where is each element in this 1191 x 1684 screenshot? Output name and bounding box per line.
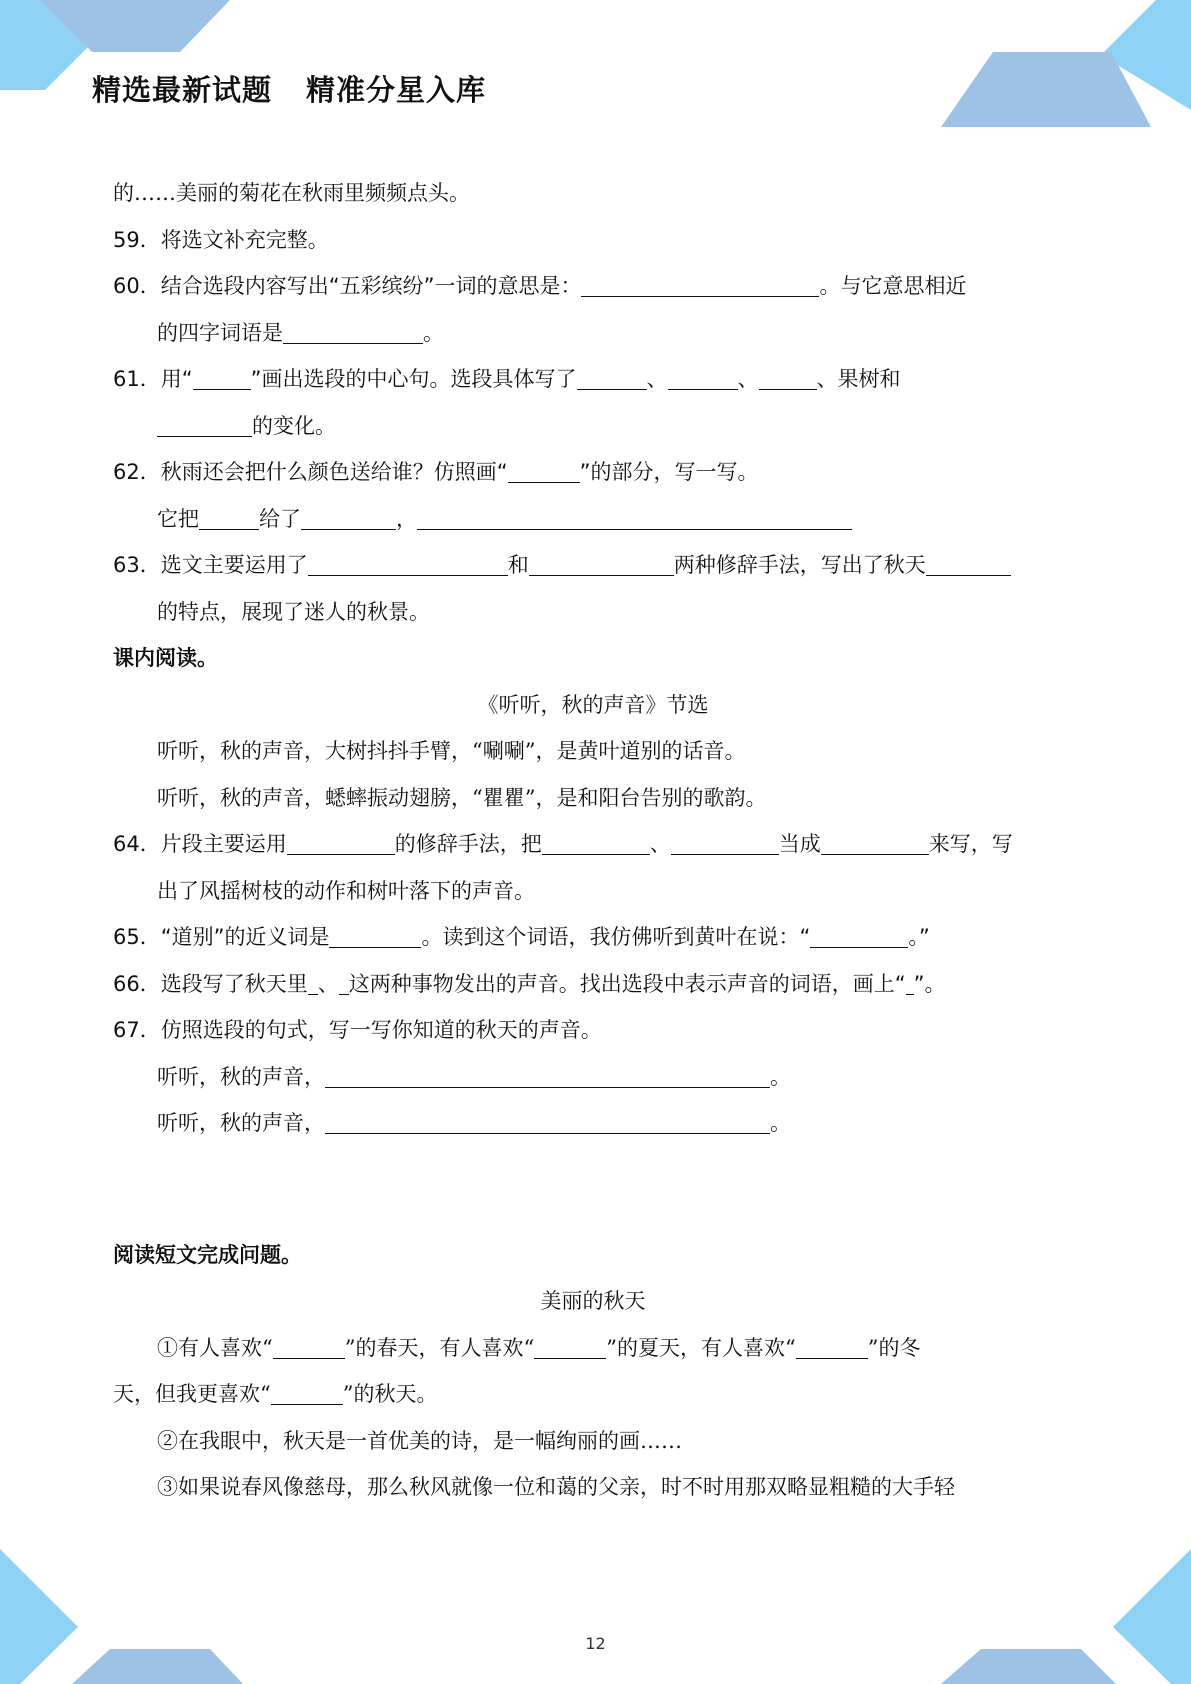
q67-lead: 听听，秋的声音， <box>157 1111 325 1135</box>
answer-blank[interactable] <box>199 505 259 530</box>
question-64-cont: 出了风摇树枝的动作和树叶落下的声音。 <box>157 878 535 903</box>
answer-blank[interactable] <box>577 365 647 390</box>
question-63-cont: 的特点，展现了迷人的秋景。 <box>157 599 430 624</box>
answer-blank[interactable] <box>508 458 580 483</box>
passage-tail-line: 的……美丽的菊花在秋雨里频频点头。 <box>113 181 470 205</box>
passage-paragraph-3: ③如果说春风像慈母，那么秋风就像一位和蔼的父亲，时不时用那双略显粗糙的大手轻 <box>157 1475 955 1499</box>
q61-text-a: 61．用“ <box>113 367 193 391</box>
answer-blank[interactable] <box>325 1109 770 1134</box>
header-title-left: 精选最新试题 <box>92 73 273 107</box>
answer-blank[interactable] <box>534 1334 606 1359</box>
bottom-right-decoration <box>941 1549 1191 1684</box>
question-64 <box>113 821 1073 868</box>
answer-blank[interactable] <box>821 830 929 855</box>
q64-text-a: 64．片段主要运用 <box>113 832 287 856</box>
p1-text-b: ”的春天，有人喜欢“ <box>344 1335 535 1360</box>
answer-blank[interactable] <box>301 505 396 530</box>
q62-text-e: ， <box>396 506 417 531</box>
passage-paragraph-2: 听听，秋的声音，蟋蟀振动翅膀，“瞿瞿”，是和阳台告别的歌韵。 <box>157 785 767 810</box>
q67-lead: 听听，秋的声音， <box>157 1064 325 1089</box>
q61-sep: 、 <box>737 367 759 391</box>
answer-blank[interactable] <box>308 970 318 995</box>
passage-paragraph-1-cont <box>113 1371 1073 1418</box>
q62-text-b: ”的部分，写一写。 <box>579 460 759 484</box>
q64-text-b: 的修辞手法，把 <box>394 832 542 856</box>
q67-end: 。 <box>770 1064 791 1089</box>
q65-text-b: 。读到这个词语，我仿佛听到黄叶在说：“ <box>421 925 811 949</box>
answer-blank[interactable] <box>157 412 252 437</box>
q66-text-c: 这两种事物发出的声音。找出选段中表示声音的词语，画上“ <box>348 971 906 996</box>
answer-blank[interactable] <box>339 970 349 995</box>
section-spacer <box>113 1147 1073 1232</box>
answer-blank[interactable] <box>325 1063 770 1088</box>
answer-blank[interactable] <box>287 830 395 855</box>
question-59: 59．将选文补充完整。 <box>113 227 329 252</box>
answer-blank[interactable] <box>671 830 779 855</box>
q64-text-d: 来写，写 <box>928 832 1013 856</box>
passage-title-autumn-sound: 《听听，秋的声音》节选 <box>477 692 709 717</box>
answer-blank[interactable] <box>542 830 650 855</box>
answer-blank[interactable] <box>193 365 251 390</box>
q65-text-a: 65．“道别”的近义词是 <box>113 925 330 949</box>
answer-blank[interactable] <box>796 1334 868 1359</box>
question-60-cont <box>113 310 1073 357</box>
p1-text-e: 天，但我更喜欢“ <box>113 1382 271 1406</box>
answer-blank[interactable] <box>668 365 738 390</box>
q61-text-b: ”画出选段的中心句。选段具体写了 <box>250 367 577 391</box>
question-61-cont <box>113 403 1073 450</box>
bottom-left-decoration <box>0 1549 250 1684</box>
answer-blank[interactable] <box>283 319 423 344</box>
answer-blank[interactable] <box>271 1380 343 1405</box>
question-67-line-2 <box>113 1100 1073 1147</box>
q64-text-c: 当成 <box>778 832 821 856</box>
q62-text-a: 62．秋雨还会把什么颜色送给谁？仿照画“ <box>113 460 508 484</box>
p1-text-a: ①有人喜欢“ <box>157 1335 273 1360</box>
passage-paragraph-1 <box>113 1325 1073 1372</box>
answer-blank[interactable] <box>906 970 914 995</box>
question-65 <box>113 914 1073 961</box>
section-heading-short-reading: 阅读短文完成问题。 <box>113 1242 302 1267</box>
top-left-decoration <box>0 0 240 130</box>
answer-blank[interactable] <box>759 365 817 390</box>
passage-paragraph-2: ②在我眼中，秋天是一首优美的诗，是一幅绚丽的画…… <box>157 1428 682 1453</box>
q67-end: 。 <box>770 1111 791 1135</box>
answer-blank[interactable] <box>273 1334 345 1359</box>
q66-text-b: 、 <box>317 971 339 996</box>
answer-blank[interactable] <box>329 923 421 948</box>
q61-text-c: 、果树和 <box>816 367 901 391</box>
section-heading-in-class-reading: 课内阅读。 <box>113 646 218 670</box>
q63-text-a: 63．选文主要运用了 <box>113 553 308 577</box>
question-62 <box>113 449 1073 496</box>
header-banner <box>92 68 486 109</box>
question-63 <box>113 542 1073 589</box>
page-number: 12 <box>585 1634 606 1653</box>
passage-title-beautiful-autumn: 美丽的秋天 <box>540 1289 646 1313</box>
answer-blank[interactable] <box>308 551 508 576</box>
answer-blank[interactable] <box>926 551 1011 576</box>
q66-text-a: 66．选段写了秋天里 <box>113 971 308 996</box>
q63-text-c: 两种修辞手法，写出了秋天 <box>673 553 926 577</box>
passage-paragraph-1: 听听，秋的声音，大树抖抖手臂，“唰唰”，是黄叶道别的话音。 <box>157 739 746 763</box>
q66-text-d: ”。 <box>913 971 946 996</box>
q62-text-d: 给了 <box>259 506 301 531</box>
question-62-cont <box>113 496 1073 543</box>
q60-text-b: 。与它意思相近 <box>819 274 967 298</box>
q65-text-c: 。” <box>908 925 930 949</box>
question-67-line-1 <box>113 1054 1073 1101</box>
q61-sep: 、 <box>646 367 668 391</box>
p1-text-f: ”的秋天。 <box>342 1382 438 1406</box>
answer-blank[interactable] <box>417 505 852 530</box>
header-title-right: 精准分星入库 <box>306 73 487 107</box>
q60-text-c: 的四字词语是 <box>157 320 283 345</box>
answer-blank[interactable] <box>810 923 908 948</box>
q60-text-a: 60．结合选段内容写出“五彩缤纷”一词的意思是： <box>113 274 582 298</box>
p1-text-c: ”的夏天，有人喜欢“ <box>606 1335 796 1360</box>
top-right-decoration <box>941 0 1191 130</box>
q60-text-d: 。 <box>423 320 444 345</box>
q64-sep: 、 <box>649 832 671 856</box>
question-60 <box>113 263 1073 310</box>
q62-text-c: 它把 <box>157 506 199 531</box>
answer-blank[interactable] <box>581 272 819 297</box>
document-body <box>113 170 1073 1511</box>
p1-text-d: ”的冬 <box>867 1335 921 1360</box>
answer-blank[interactable] <box>529 551 674 576</box>
question-61 <box>113 356 1073 403</box>
q61-text-d: 的变化。 <box>252 413 336 438</box>
question-67: 67．仿照选段的句式，写一写你知道的秋天的声音。 <box>113 1018 602 1042</box>
q63-text-b: 和 <box>507 553 529 577</box>
question-66 <box>113 961 1073 1008</box>
